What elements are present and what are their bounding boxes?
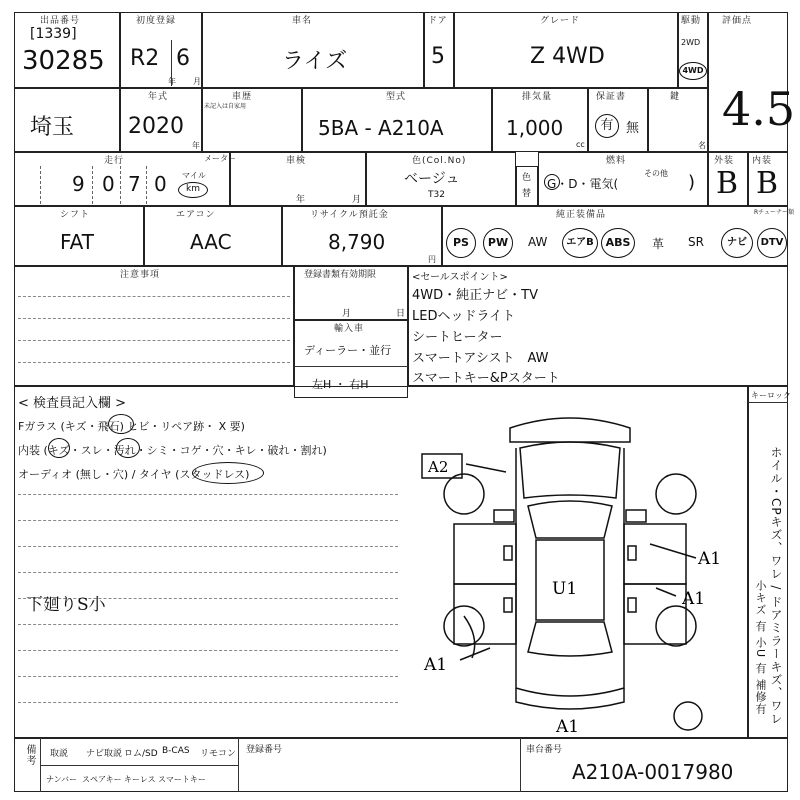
bottom-item-4: B-CAS: [162, 746, 190, 756]
model-year-header: 年式: [148, 92, 169, 102]
first-reg-divider: [171, 40, 172, 86]
lot-number: 30285: [22, 46, 105, 76]
mileage-header: 走行: [104, 156, 125, 166]
left-rear-door: [454, 584, 516, 644]
int-header: 内装: [752, 156, 773, 166]
sales-item-3: シートヒーター: [412, 330, 503, 345]
score-value: 4.5: [722, 82, 796, 136]
wheel-rear-left: [444, 606, 484, 646]
ext-header: 外装: [714, 156, 735, 166]
reg-expiry-month: 月: [342, 309, 352, 319]
mileage-digit-2: 0: [102, 172, 115, 196]
bottom-div-1: [238, 738, 239, 792]
equip-dtv: DTV: [757, 228, 787, 258]
warranty-yes-circled: 有: [595, 114, 619, 138]
bottom-item-6: ナンバー: [46, 775, 78, 784]
side-text-col2: 小キズ 有 小U 有 補修有: [754, 580, 767, 716]
bottom-item-3: ロム/SD: [124, 749, 158, 759]
grade-value: Z 4WD: [530, 44, 605, 69]
inspector-line-g: [18, 650, 398, 651]
rear-window: [528, 622, 612, 656]
inspection-header: 車検: [286, 156, 307, 166]
fuel-header: 燃料: [606, 156, 627, 166]
mark-u1: U1: [552, 579, 578, 599]
mileage-meter: メーター: [204, 154, 236, 163]
reg-expiry-header: 登録書類有効期限: [304, 270, 377, 280]
color-change-1: 色: [522, 173, 532, 183]
history-header: 車歴: [232, 92, 253, 102]
import-header: 輸入車: [334, 324, 365, 334]
door-header: ドア: [428, 16, 448, 26]
spare-wheel: [674, 702, 702, 730]
import-dealer: ディーラー・並行: [304, 344, 392, 357]
notes-line-1: [18, 296, 290, 297]
notes-line-2: [18, 318, 290, 319]
handle-rr: [628, 598, 636, 612]
wheel-front-left: [444, 474, 484, 514]
inspector-line-a: [18, 494, 398, 495]
notes-line-4: [18, 362, 290, 363]
a1-leader-2: [656, 588, 676, 596]
equip-ps: PS: [446, 228, 476, 258]
hood: [520, 442, 620, 498]
door-value: 5: [431, 44, 445, 69]
equip-aw: AW: [528, 235, 548, 249]
cc-unit: cc: [576, 140, 585, 149]
mileage-unit-km-circled: km: [178, 182, 208, 198]
inspector-line-d: [18, 572, 398, 573]
drive-4wd-circled: 4WD: [679, 62, 707, 80]
a1-leader-1: [650, 544, 696, 558]
equip-navi: ナビ: [721, 228, 753, 258]
model-year-unit: 年: [192, 141, 200, 150]
grade-header: グレード: [540, 16, 581, 26]
equip-leather: 革: [652, 237, 665, 251]
warranty-no: 無: [626, 121, 640, 136]
score-header: 評価点: [722, 16, 753, 26]
shift-header: シフト: [60, 210, 91, 220]
bottom-item-2: ナビ取説: [86, 749, 123, 759]
mileage-tick-3: [146, 166, 147, 204]
right-front-door: [624, 524, 686, 584]
bottom-item-5: リモコン: [200, 749, 237, 759]
lot-header: 出品番号: [40, 16, 81, 26]
region-value: 埼玉: [30, 115, 75, 140]
first-reg-year-unit: 年: [168, 77, 176, 86]
keylock-divider: [748, 402, 788, 403]
cc-value: 1,000: [506, 116, 564, 140]
front-bumper: [510, 418, 630, 442]
notes-header: 注意事項: [120, 270, 161, 280]
bottom-chassis-value: A210A-0017980: [572, 760, 734, 784]
inspector-chip-circle: [108, 414, 134, 434]
bottom-item-8: キーレス: [124, 775, 156, 784]
ac-header: エアコン: [176, 210, 216, 220]
inspection-year: 年: [296, 195, 306, 205]
type-value: 5BA - A210A: [318, 116, 444, 140]
mark-a2: A2: [428, 458, 449, 476]
bottom-remarks: 備考: [24, 744, 35, 766]
fuel-close: ): [688, 172, 696, 193]
wheel-rear-right: [656, 606, 696, 646]
inspector-line-c: [18, 546, 398, 547]
sales-item-1: 4WD・純正ナビ・TV: [412, 288, 538, 303]
inspector-scratch-circle: [48, 438, 70, 458]
equip-airbag: エアB: [562, 228, 598, 258]
sales-item-2: LEDヘッドライト: [412, 309, 516, 324]
windshield: [528, 501, 612, 538]
color-value: ベージュ: [404, 171, 460, 187]
left-front-door: [454, 524, 516, 584]
fuel-other: その他: [644, 169, 668, 178]
history-note: 未記入は自家用: [204, 103, 247, 110]
first-reg-era: R2: [130, 46, 160, 71]
mark-a1-rear: A1: [556, 717, 580, 737]
bottom-item-7: スペアキー: [82, 775, 122, 784]
inspection-month: 月: [352, 195, 362, 205]
mark-a1-right-lower: A1: [682, 589, 706, 609]
color-code: T32: [428, 190, 445, 200]
handle-lf: [504, 546, 512, 560]
handle-lr: [504, 598, 512, 612]
ac-value: AAC: [190, 230, 232, 254]
warranty-header: 保証書: [596, 92, 627, 102]
notes-line-3: [18, 340, 290, 341]
bottom-item-1: 取説: [50, 749, 69, 759]
keys-unit: 名: [698, 141, 706, 150]
mirror-left: [494, 510, 514, 522]
inspector-line-1: Fガラス (キズ・飛石) ヒビ・リペア跡・ X 要): [18, 420, 245, 433]
inspector-line-i: [18, 702, 398, 703]
sales-header: <セールスポイント>: [412, 272, 508, 283]
right-rear-door: [624, 584, 686, 644]
drive-header: 駆動: [681, 16, 702, 26]
inspector-dirt-circle: [116, 438, 140, 458]
mileage-tick-2: [120, 166, 121, 204]
equip-abs: ABS: [601, 228, 635, 258]
recycle-header: リサイクル預託金: [310, 210, 389, 220]
inspector-line-3: オーディオ (無し・穴) / タイヤ (スタッドレス): [18, 468, 250, 481]
mileage-unit-mile: マイル: [182, 171, 206, 180]
mileage-tick-1: [92, 166, 93, 204]
car-diagram: [420, 398, 730, 738]
import-handle: 左H ・ 右H: [312, 378, 369, 391]
handle-rf: [628, 546, 636, 560]
fuel-value: G・D・電気(: [547, 177, 619, 191]
color-change-2: 替: [522, 189, 532, 199]
drive-2wd: 2WD: [681, 38, 701, 47]
equip-header: 純正装備品: [556, 210, 607, 220]
inspector-handnote: 下廻りS小: [26, 595, 106, 615]
mileage-digit-1: 9: [72, 172, 85, 196]
name-value: ライズ: [282, 49, 348, 74]
mark-a1-right-upper: A1: [698, 549, 722, 569]
bottom-reg-no: 登録番号: [246, 745, 283, 755]
side-text-col1: ホイル・CPキズ、ワレ / ドアミラーキズ、ワレ: [769, 446, 783, 726]
scratch-curve: [464, 616, 475, 658]
type-header: 型式: [386, 92, 407, 102]
mark-a1-left: A1: [424, 655, 448, 675]
first-reg-month-unit: 月: [193, 77, 201, 86]
bottom-item-9: スマートキー: [158, 775, 206, 784]
ext-value: B: [716, 166, 739, 201]
notes-cell: [14, 266, 294, 386]
first-reg-header: 初度登録: [136, 16, 177, 26]
lot-box: [1339]: [30, 26, 77, 42]
first-reg-month: 6: [176, 46, 190, 71]
mirror-right: [626, 510, 646, 522]
body-outline: [516, 448, 624, 696]
model-year-value: 2020: [128, 114, 184, 139]
mileage-tick-0: [40, 166, 41, 204]
reg-expiry-day: 日: [396, 309, 406, 319]
inspector-line-f: [18, 624, 398, 625]
a2-leader: [466, 464, 506, 472]
shift-value: FAT: [60, 230, 95, 254]
mileage-digit-3: 7: [128, 172, 141, 196]
rear-bumper: [516, 688, 624, 709]
keys-header: 鍵: [670, 92, 681, 102]
recycle-value: 8,790: [328, 230, 386, 254]
name-header: 車名: [292, 16, 313, 26]
equip-sr: SR: [688, 235, 704, 249]
inspector-line-b: [18, 520, 398, 521]
equip-pw: PW: [483, 228, 513, 258]
inspector-header: < 検査員記入欄 >: [18, 396, 127, 411]
equip-tuner: Rチューナー類: [754, 209, 794, 216]
sales-item-5: スマートキー&Pスタート: [412, 371, 560, 386]
bottom-div-2: [520, 738, 521, 792]
sales-item-4: スマートアシスト AW: [412, 351, 549, 366]
int-value: B: [756, 166, 779, 201]
bottom-mid-line: [40, 765, 238, 766]
recycle-unit: 円: [428, 255, 436, 264]
cc-header: 排気量: [522, 92, 553, 102]
inspector-line-2: 内装 (キズ・スレ・汚れ・シミ・コゲ・穴・キレ・破れ・割れ): [18, 444, 327, 457]
bottom-chassis-header: 車台番号: [526, 745, 563, 755]
mileage-digit-4: 0: [154, 172, 167, 196]
keylock-header: キーロック: [751, 391, 791, 400]
inspector-line-h: [18, 676, 398, 677]
import-divider: [294, 366, 408, 367]
color-header: 色(Col.No): [412, 156, 467, 166]
wheel-front-right: [656, 474, 696, 514]
inspector-studless-circle: [192, 462, 264, 484]
